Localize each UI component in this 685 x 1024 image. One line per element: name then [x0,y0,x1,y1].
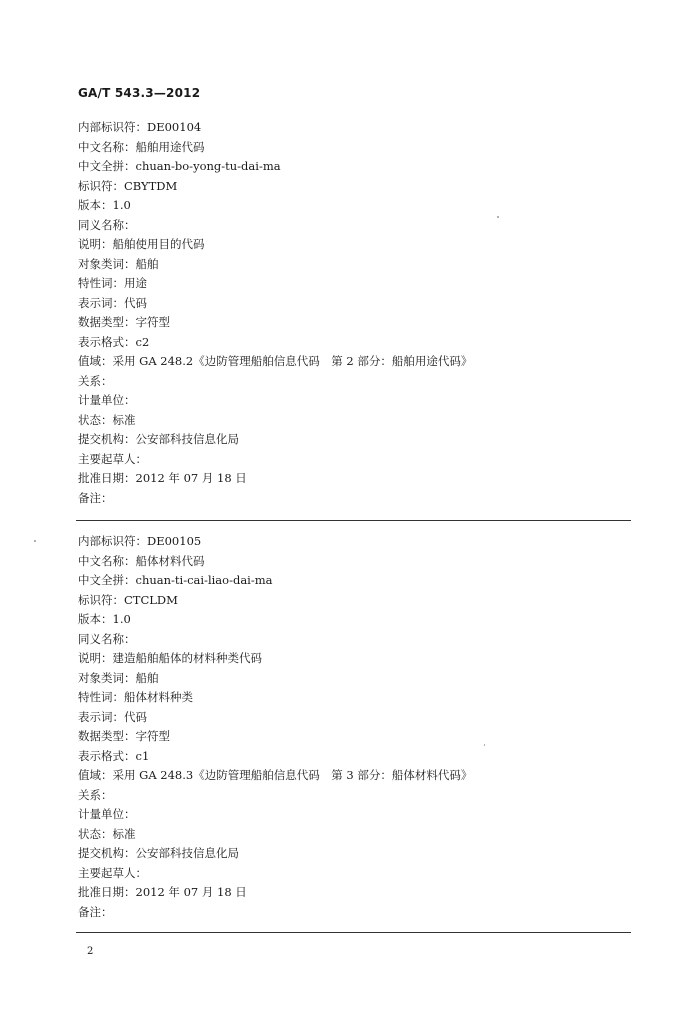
record-field-line: 提交机构：公安部科技信息化局 [78,846,239,860]
scan-speck [497,216,499,218]
record-field-line: 表示词：代码 [78,295,147,310]
record-field-line: 说明：船舶使用目的代码 [78,237,205,251]
page-number: 2 [87,946,94,957]
record-field-line: 主要起草人： [78,865,147,880]
record-field-line: 备注： [78,904,113,919]
record-field-line: 批准日期：2012 年 07 月 18 日 [78,885,247,899]
record-field-line: 版本：1.0 [78,612,131,626]
record-field-line: 数据类型：字符型 [78,729,170,743]
record-field-line: 批准日期：2012 年 07 月 18 日 [78,471,247,485]
record-field-line: 对象类词：船舶 [78,670,159,685]
data-element-record-de00105 [78,532,472,922]
record-field-line: 特性词：船体材料种类 [78,690,193,704]
data-element-record-de00104 [78,118,472,508]
record-field-line: 中文名称：船舶用途代码 [78,139,205,154]
record-field-line: 计量单位： [78,393,136,407]
record-field-line: 值域：采用 GA 248.2《边防管理船舶信息代码 第 2 部分：船舶用途代码》 [78,354,473,368]
record-field-line: 版本：1.0 [78,198,131,212]
scan-speck [484,744,485,746]
record-field-line: 关系： [78,373,113,388]
record-field-line: 状态：标准 [78,826,136,841]
record-field-line: 中文全拼：chuan-bo-yong-tu-dai-ma [78,159,281,173]
record-field-line: 标识符：CTCLDM [78,592,178,607]
standard-code-header: GA/T 543.3—2012 [78,86,201,100]
record-field-line: 说明：建造船舶船体的材料种类代码 [78,651,262,665]
scan-speck [34,540,36,542]
record-field-line: 值域：采用 GA 248.3《边防管理船舶信息代码 第 3 部分：船体材料代码》 [78,768,473,782]
record-field-line: 中文名称：船体材料代码 [78,553,205,568]
record-divider [76,520,631,521]
record-field-line: 同义名称： [78,217,136,232]
record-field-line: 状态：标准 [78,412,136,427]
record-field-line: 内部标识符：DE00104 [78,120,202,134]
record-field-line: 表示格式：c1 [78,748,150,763]
record-field-line: 表示词：代码 [78,709,147,724]
record-field-line: 计量单位： [78,807,136,821]
record-field-line: 特性词：用途 [78,276,147,290]
record-field-line: 对象类词：船舶 [78,256,159,271]
record-field-line: 数据类型：字符型 [78,315,170,329]
record-field-line: 主要起草人： [78,451,147,466]
record-field-line: 同义名称： [78,631,136,646]
record-field-line: 标识符：CBYTDM [78,178,178,193]
record-field-line: 内部标识符：DE00105 [78,534,202,548]
record-field-line: 备注： [78,490,113,505]
record-field-line: 关系： [78,787,113,802]
record-field-line: 表示格式：c2 [78,334,150,349]
footer-divider [76,932,631,933]
record-field-line: 中文全拼：chuan-ti-cai-liao-dai-ma [78,573,273,587]
record-field-line: 提交机构：公安部科技信息化局 [78,432,239,446]
